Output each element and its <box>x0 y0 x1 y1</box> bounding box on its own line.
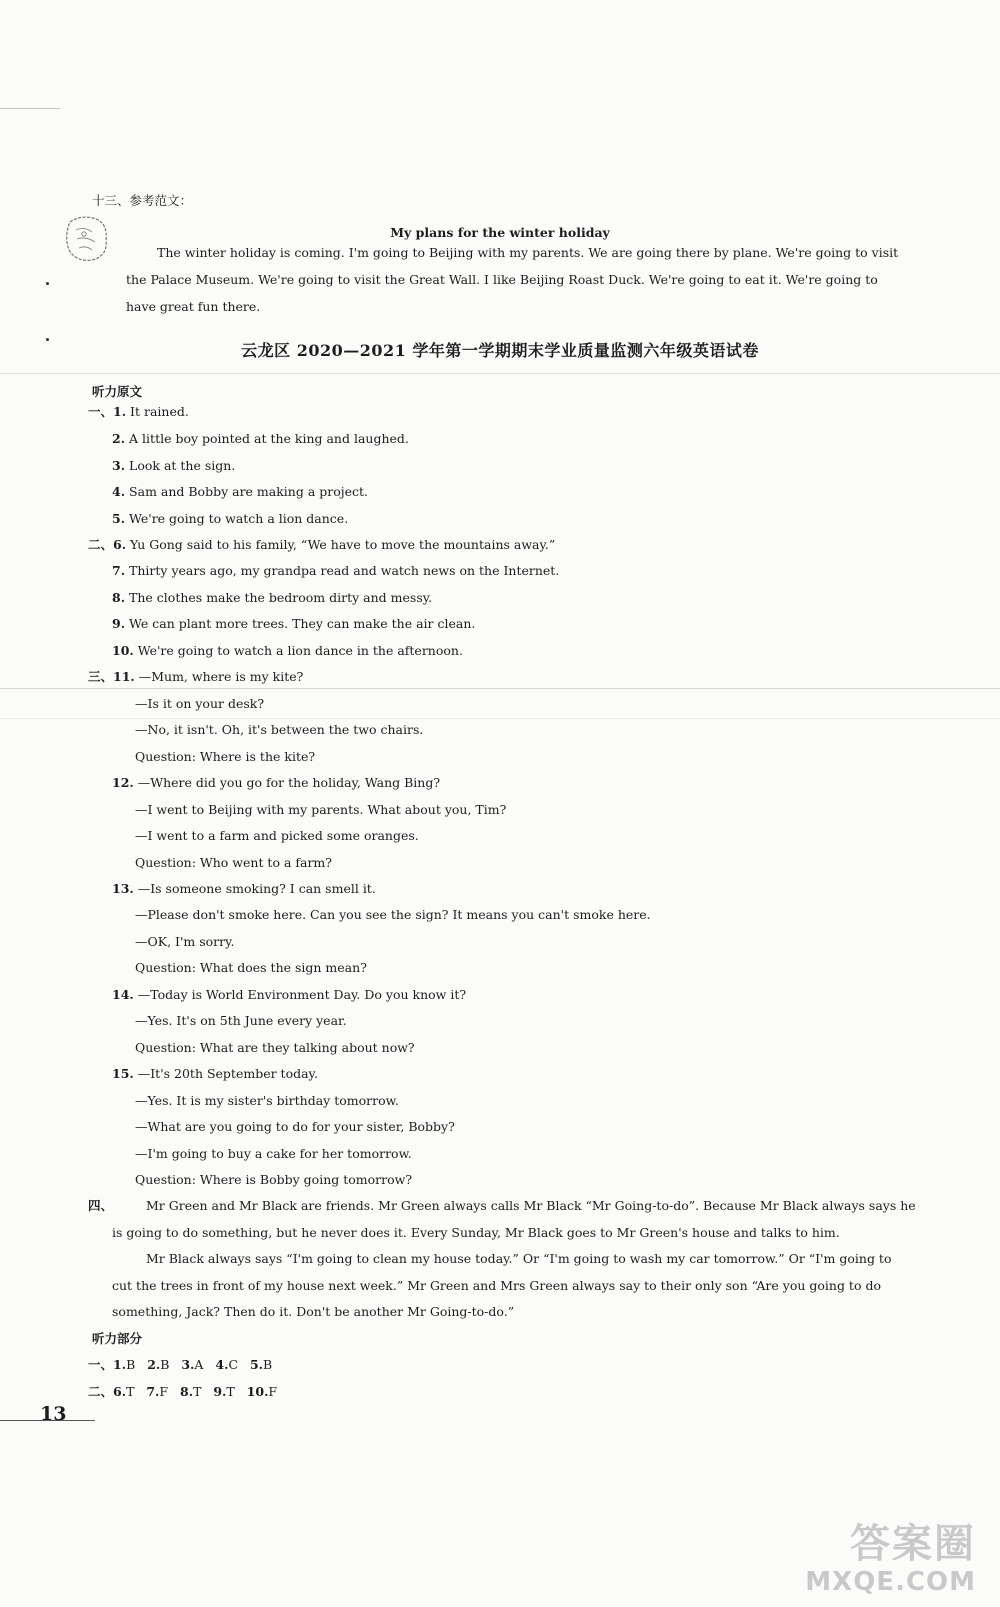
dialogue-line: —I'm going to buy a cake for her tomorrow. <box>135 1146 412 1161</box>
script-item <box>112 458 235 474</box>
answer-num: 4. <box>215 1357 229 1372</box>
essay-line: have great fun there. <box>126 299 261 314</box>
essay-line: the Palace Museum. We're going to visit the Great Wall. I like Beijing Roast Duck. We're going to eat it. We're going to <box>126 272 878 287</box>
item-text: Look at the sign. <box>129 458 236 473</box>
dialogue-line: —What are you going to do for your sister, Bobby? <box>135 1119 455 1134</box>
answers-heading: 听力部分 <box>92 1331 143 1346</box>
dialogue-line: —Yes. It is my sister's birthday tomorrow. <box>135 1093 399 1108</box>
item-number: 12. <box>112 775 134 790</box>
dialogue-line: —OK, I'm sorry. <box>135 934 235 949</box>
item-number: 4. <box>112 484 126 499</box>
watermark <box>805 1521 976 1597</box>
answer-num: 2. <box>147 1357 161 1372</box>
dialogue-line: —Yes. It's on 5th June every year. <box>135 1013 347 1028</box>
dialogue-line <box>112 987 466 1003</box>
exam-title: 云龙区 2020—2021 学年第一学期期末学业质量监测六年级英语试卷 <box>241 341 759 360</box>
item-number: 一、1. <box>88 404 127 419</box>
top-rule <box>0 108 60 109</box>
question-line: Question: Who went to a farm? <box>135 855 332 870</box>
answer-value: T <box>126 1384 135 1399</box>
answer-value: C <box>228 1357 239 1372</box>
question-line: Question: What does the sign mean? <box>135 960 367 975</box>
scan-line <box>0 688 1000 689</box>
answer-row-label: 一、 <box>88 1357 114 1372</box>
item-text: We can plant more trees. They can make the air clean. <box>129 616 476 631</box>
answer-num: 9. <box>213 1384 227 1399</box>
item-number: 13. <box>112 881 134 896</box>
dialogue-line <box>112 775 440 791</box>
dialogue-line: —I went to a farm and picked some oranges. <box>135 828 419 843</box>
answer-value: A <box>194 1357 204 1372</box>
item-number: 14. <box>112 987 134 1002</box>
answer-num: 10. <box>246 1384 269 1399</box>
dialogue-line: —No, it isn't. Oh, it's between the two chairs. <box>135 722 424 737</box>
dialogue-line: —Please don't smoke here. Can you see the sign? It means you can't smoke here. <box>135 907 651 922</box>
item-text: It rained. <box>130 404 189 419</box>
scan-dot <box>46 282 49 285</box>
answer-value: B <box>126 1357 136 1372</box>
dialogue-line: —Is it on your desk? <box>135 696 265 711</box>
script-item <box>112 484 368 500</box>
section13-heading: 十三、参考范文： <box>92 193 193 208</box>
dialogue-line <box>112 881 376 897</box>
answer-num: 6. <box>113 1384 127 1399</box>
script-item <box>88 404 189 420</box>
answer-value: T <box>226 1384 235 1399</box>
answer-value: B <box>263 1357 273 1372</box>
answer-num: 5. <box>249 1357 263 1372</box>
item-text: —Where did you go for the holiday, Wang Bing? <box>137 775 441 790</box>
dialogue-line <box>112 1066 318 1082</box>
item-number: 10. <box>112 643 134 658</box>
item-number: 7. <box>112 563 126 578</box>
item-text: —Today is World Environment Day. Do you know it? <box>137 987 467 1002</box>
watermark-url: MXQE.COM <box>805 1567 976 1597</box>
script-item <box>112 590 432 606</box>
answer-num: 7. <box>146 1384 160 1399</box>
listening-script-heading: 听力原文 <box>92 384 143 399</box>
item-number: 5. <box>112 511 126 526</box>
item-text: —It's 20th September today. <box>137 1066 318 1081</box>
script-item <box>112 643 463 659</box>
dialogue-line <box>88 669 303 685</box>
item-text: Thirty years ago, my grandpa read and watch news on the Internet. <box>129 563 560 578</box>
item-number: 2. <box>112 431 126 446</box>
answer-num: 8. <box>180 1384 194 1399</box>
page-number: 13 <box>40 1403 67 1425</box>
answer-value: F <box>159 1384 169 1399</box>
passage-line: Mr Black always says “I'm going to clean my house today.” Or “I'm going to wash my car tomorrow.” Or “I'm going to <box>146 1251 892 1266</box>
answer-value: F <box>268 1384 278 1399</box>
item-text: We're going to watch a lion dance. <box>129 511 349 526</box>
item-number: 三、11. <box>88 669 135 684</box>
script-item <box>112 563 559 579</box>
item-text: —Is someone smoking? I can smell it. <box>137 881 376 896</box>
item-number: 3. <box>112 458 126 473</box>
passage-line: Mr Green and Mr Black are friends. Mr Green always calls Mr Black “Mr Going-to-do”. Because Mr Black always says he <box>146 1198 916 1213</box>
passage-line: is going to do something, but he never does it. Every Sunday, Mr Black goes to Mr Green's house and talks to him. <box>112 1225 840 1240</box>
scan-line-2 <box>0 718 1000 719</box>
item-number: 15. <box>112 1066 134 1081</box>
passage-line: cut the trees in front of my house next week.” Mr Green and Mrs Green always say to their only son “Are you going to do <box>112 1278 881 1293</box>
script-item <box>112 511 348 527</box>
item-text: A little boy pointed at the king and laughed. <box>129 431 409 446</box>
item-text: We're going to watch a lion dance in the afternoon. <box>137 643 463 658</box>
item-text: Sam and Bobby are making a project. <box>129 484 369 499</box>
item-number: 二、6. <box>88 537 127 552</box>
essay-title: My plans for the winter holiday <box>390 225 610 240</box>
answer-row <box>88 1357 272 1373</box>
answer-value: T <box>193 1384 202 1399</box>
script-item <box>112 431 409 447</box>
item-number: 9. <box>112 616 126 631</box>
passage-line: something, Jack? Then do it. Don't be another Mr Going-to-do.” <box>112 1304 515 1319</box>
answer-num: 3. <box>181 1357 195 1372</box>
script-item <box>88 537 555 553</box>
script-item <box>112 616 475 632</box>
item-text: —Mum, where is my kite? <box>138 669 304 684</box>
section-divider <box>0 373 1000 374</box>
answer-num: 1. <box>113 1357 127 1372</box>
answer-row-label: 二、 <box>88 1384 114 1399</box>
question-line: Question: Where is Bobby going tomorrow? <box>135 1172 413 1187</box>
item-text: The clothes make the bedroom dirty and messy. <box>129 590 433 605</box>
dialogue-line: —I went to Beijing with my parents. What about you, Tim? <box>135 802 507 817</box>
question-line: Question: What are they talking about now? <box>135 1040 415 1055</box>
answer-row <box>88 1384 277 1400</box>
question-line: Question: Where is the kite? <box>135 749 316 764</box>
essay-line: The winter holiday is coming. I'm going to Beijing with my parents. We are going there by plane. We're going to visit <box>157 245 899 260</box>
watermark-logo: 答案圈 <box>850 1521 976 1567</box>
part4-number: 四、 <box>88 1198 114 1213</box>
answer-value: B <box>160 1357 170 1372</box>
item-text: Yu Gong said to his family, “We have to move the mountains away.” <box>130 537 556 552</box>
item-number: 8. <box>112 590 126 605</box>
